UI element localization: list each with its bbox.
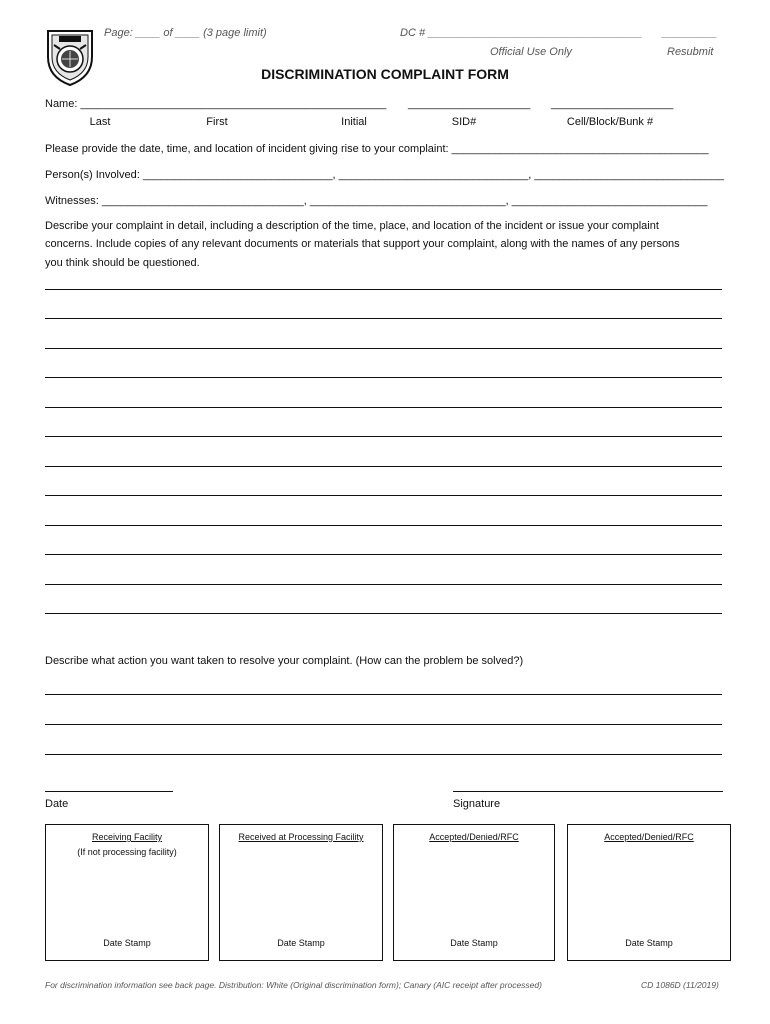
complaint-writing-line[interactable] (45, 584, 722, 585)
date-stamp-label: Date Stamp (450, 938, 498, 948)
page-count-line[interactable]: Page: ____ of ____ (3 page limit) (104, 27, 267, 39)
cell-block-bunk-label: Cell/Block/Bunk # (566, 116, 654, 128)
official-use-label: Official Use Only (490, 46, 572, 58)
persons-involved-field[interactable]: Person(s) Involved: _______________________________, _______________________________, _______________________________ (45, 169, 724, 181)
resubmit-line[interactable]: _________ (662, 27, 718, 39)
complaint-writing-line[interactable] (45, 554, 722, 555)
accepted-denied-rfc-box-1 (393, 824, 555, 961)
action-writing-line[interactable] (45, 694, 722, 695)
cell-block-bunk-field[interactable]: ____________________ (551, 98, 674, 110)
complaint-writing-line[interactable] (45, 495, 722, 496)
complaint-writing-line[interactable] (45, 436, 722, 437)
sid-field[interactable]: ____________________ (408, 98, 531, 110)
complaint-writing-line[interactable] (45, 289, 722, 290)
signature-label: Signature (453, 798, 501, 810)
date-line[interactable] (45, 791, 173, 792)
date-label: Date (45, 798, 69, 810)
footer-distribution-note: For discrimination information see back page. Distribution: White (Original discrimination form); Canary (AIC receipt after processed) (45, 980, 542, 990)
dc-number-line[interactable]: DC # ___________________________________ (400, 27, 643, 39)
box-title: Receiving Facility (91, 832, 163, 842)
describe-complaint-instructions-2: concerns. Include copies of any relevant documents or materials that support your complaint, along with the names of any persons (45, 238, 680, 250)
form-number: CD 1086D (11/2019) (641, 980, 719, 990)
complaint-writing-line[interactable] (45, 318, 722, 319)
complaint-writing-line[interactable] (45, 407, 722, 408)
sid-label: SID# (451, 116, 477, 128)
complaint-writing-line[interactable] (45, 377, 722, 378)
signature-line[interactable] (453, 791, 723, 792)
box-subtitle: (If not processing facility) (77, 847, 177, 857)
date-stamp-label: Date Stamp (625, 938, 673, 948)
complaint-writing-line[interactable] (45, 348, 722, 349)
action-writing-line[interactable] (45, 754, 722, 755)
complaint-writing-line[interactable] (45, 525, 722, 526)
date-stamp-label: Date Stamp (103, 938, 151, 948)
initial-label: Initial (341, 116, 367, 128)
incident-details-field[interactable]: Please provide the date, time, and location of incident giving rise to your complaint: __________________________________________ (45, 143, 709, 155)
describe-complaint-instructions-1: Describe your complaint in detail, including a description of the time, place, and location of the incident or issue your complaint (45, 220, 659, 232)
processing-facility-box (219, 824, 383, 961)
box-title: Received at Processing Facility (238, 832, 364, 842)
box-title: Accepted/Denied/RFC (604, 832, 694, 842)
accepted-denied-rfc-box-2 (567, 824, 731, 961)
receiving-facility-box (45, 824, 209, 961)
form-title: DISCRIMINATION COMPLAINT FORM (261, 66, 509, 82)
resubmit-label: Resubmit (667, 46, 714, 58)
first-name-label: First (206, 116, 228, 128)
last-name-label: Last (89, 116, 111, 128)
action-writing-line[interactable] (45, 724, 722, 725)
complaint-writing-line[interactable] (45, 613, 722, 614)
date-stamp-label: Date Stamp (277, 938, 325, 948)
box-title: Accepted/Denied/RFC (429, 832, 519, 842)
complaint-writing-line[interactable] (45, 466, 722, 467)
action-prompt: Describe what action you want taken to resolve your complaint. (How can the problem be solved?) (45, 655, 524, 667)
witnesses-field[interactable]: Witnesses: _________________________________, ________________________________, ________________________________ (45, 195, 708, 207)
describe-complaint-instructions-3: you think should be questioned. (45, 257, 200, 269)
name-field[interactable]: Name: __________________________________________________ (45, 98, 387, 110)
